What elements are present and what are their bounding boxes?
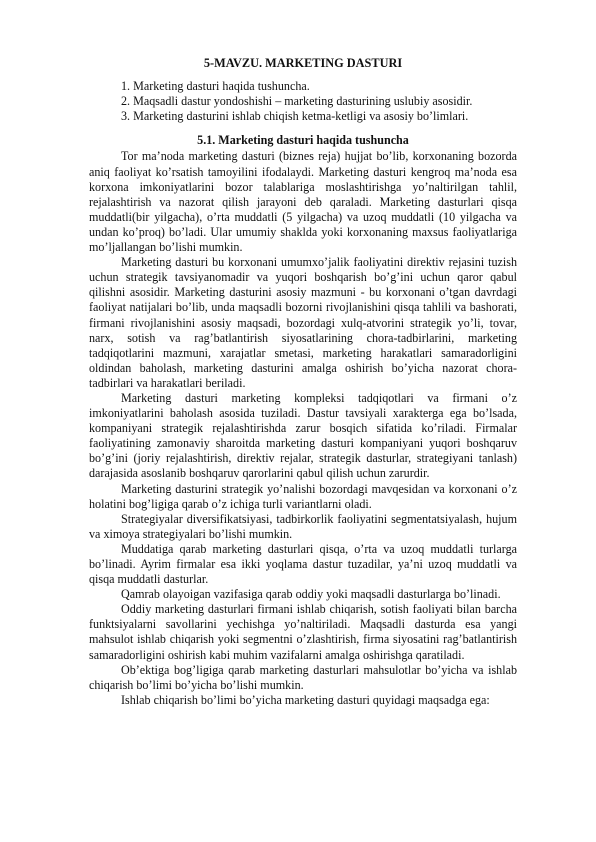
- body-paragraph: Marketing dasturini strategik yo’nalishi bozordagi mavqesidan va korxonani o’z holatini bog’ligiga qarab o’z ichiga turli variantlarni oladi.: [89, 481, 517, 511]
- page-title: 5-MAVZU. MARKETING DASTURI: [203, 56, 403, 70]
- body-paragraph: Tor ma’noda marketing dasturi (biznes reja) hujjat bo’lib, korxonaning bozorda aniq faoliyat ko’rsatish tamoyilini ifodalaydi. Marketing dasturi kengroq ma’noda esa korxona imkoniyatlarini bozor talablariga moslashtirishga yo’naltirilgan tahlil, rejalashtirish va nazorat qilish jarayoni deb qaraladi. Marketing dasturlari qisqa muddatli(bir yilgacha), o’rta muddatli (5 yilgacha) va uzoq muddatli (10 yilgacha va undan ko’proq) bo’ladi. Ular umumiy shaklda yoki korxonaning maxsus faoliyatlariga mo’ljallangan bo’lishi mumkin.: [89, 149, 517, 255]
- topic-plan-list: [89, 79, 517, 124]
- body-paragraph: Marketing dasturi bu korxonani umumxo’jalik faoliyatini direktiv rejasini tuzish uchun strategik tavsiyanomadir va yuqori boshqarish bo’g’ini uchun qaror qabul qilishni asosidir. Marketing dasturini asosiy mazmuni - bu korxonani o’tgan davrdagi faoliyat natijalari bo’lib, unda maqsadli bozorni rivojlanishini qisqa tahlili va bashorati, firmani rivojlanishini asosiy maqsadi, bozordagi xulq-atvorini strategik yo’li, tovar, narx, sotish va rag’batlantirish siyosatlarining chora-tadbirlarini, marketing tadqiqotlarini mazmuni, xarajatlar smetasi, marketing harakatlari samaradorligini oldindan baholash, marketing dasturini amalga oshirish bo’yicha nazorat chora-tadbirlari va harakatlari beriladi.: [89, 255, 517, 390]
- body-paragraph: Strategiyalar diversifikatsiyasi, tadbirkorlik faoliyatini segmentatsiyalash, hujum va ximoya strategiyalari bo’lishi mumkin.: [89, 511, 517, 541]
- body-paragraph: Muddatiga qarab marketing dasturlari qisqa, o’rta va uzoq muddatli turlarga bo’linadi. Ayrim firmalar esa ikki yoqlama dastur tuzadilar, ya’ni uzoq muddatli va qisqa muddatli dasturlar.: [89, 541, 517, 587]
- plan-item: 1. Marketing dasturi haqida tushuncha.: [121, 79, 310, 94]
- body-paragraph: Marketing dasturi marketing kompleksi tadqiqotlari va firmani o’z imkoniyatlarini baholash asosida tuziladi. Dastur tavsiyali xarakterga ega bo’lsada, kompaniyani strategik rejalashtirishda zarur bosqich sifatida ko’riladi. Firmalar faoliyatining zamonaviy sharoitda marketing dasturi kompaniyani yuqori boshqaruv bo’g’ini (joriy rejalashtirish, direktiv rejalar, strategik dasturlar, strategiyani tanlash) darajasida asoslanib boshqaruv qarorlarini qabul qilish uchun zarurdir.: [89, 390, 517, 481]
- body-paragraph: Ishlab chiqarish bo’limi bo’yicha marketing dasturi quyidagi maqsadga ega:: [121, 692, 490, 707]
- section-heading: 5.1. Marketing dasturi haqida tushuncha: [197, 133, 409, 148]
- body-paragraph: Ob’ektiga bog’ligiga qarab marketing dasturlari mahsulotlar bo’yicha va ishlab chiqarish bo’limi bo’yicha bo’lishi mumkin.: [89, 662, 517, 692]
- body-paragraph: Qamrab olayoigan vazifasiga qarab oddiy yoki maqsadli dasturlarga bo’linadi.: [121, 587, 501, 602]
- plan-item: 2. Maqsadli dastur yondoshishi – marketing dasturining uslubiy asosidir.: [121, 94, 473, 109]
- body-paragraph: Oddiy marketing dasturlari firmani ishlab chiqarish, sotish faoliyati bilan barcha funktsiyalarni savollarini yechishga yo’naltiriladi. Maqsadli dasturda esa yangi mahsulot ishlab chiqarish yoki segmentni o’zlashtirish, firma siyosatini rag’batlantirish samaradorligini oshirish kabi muhim vazifalarni amalga oshirishga qaratiladi.: [89, 602, 517, 662]
- plan-item: 3. Marketing dasturini ishlab chiqish ketma-ketligi va asosiy bo’limlari.: [121, 109, 469, 124]
